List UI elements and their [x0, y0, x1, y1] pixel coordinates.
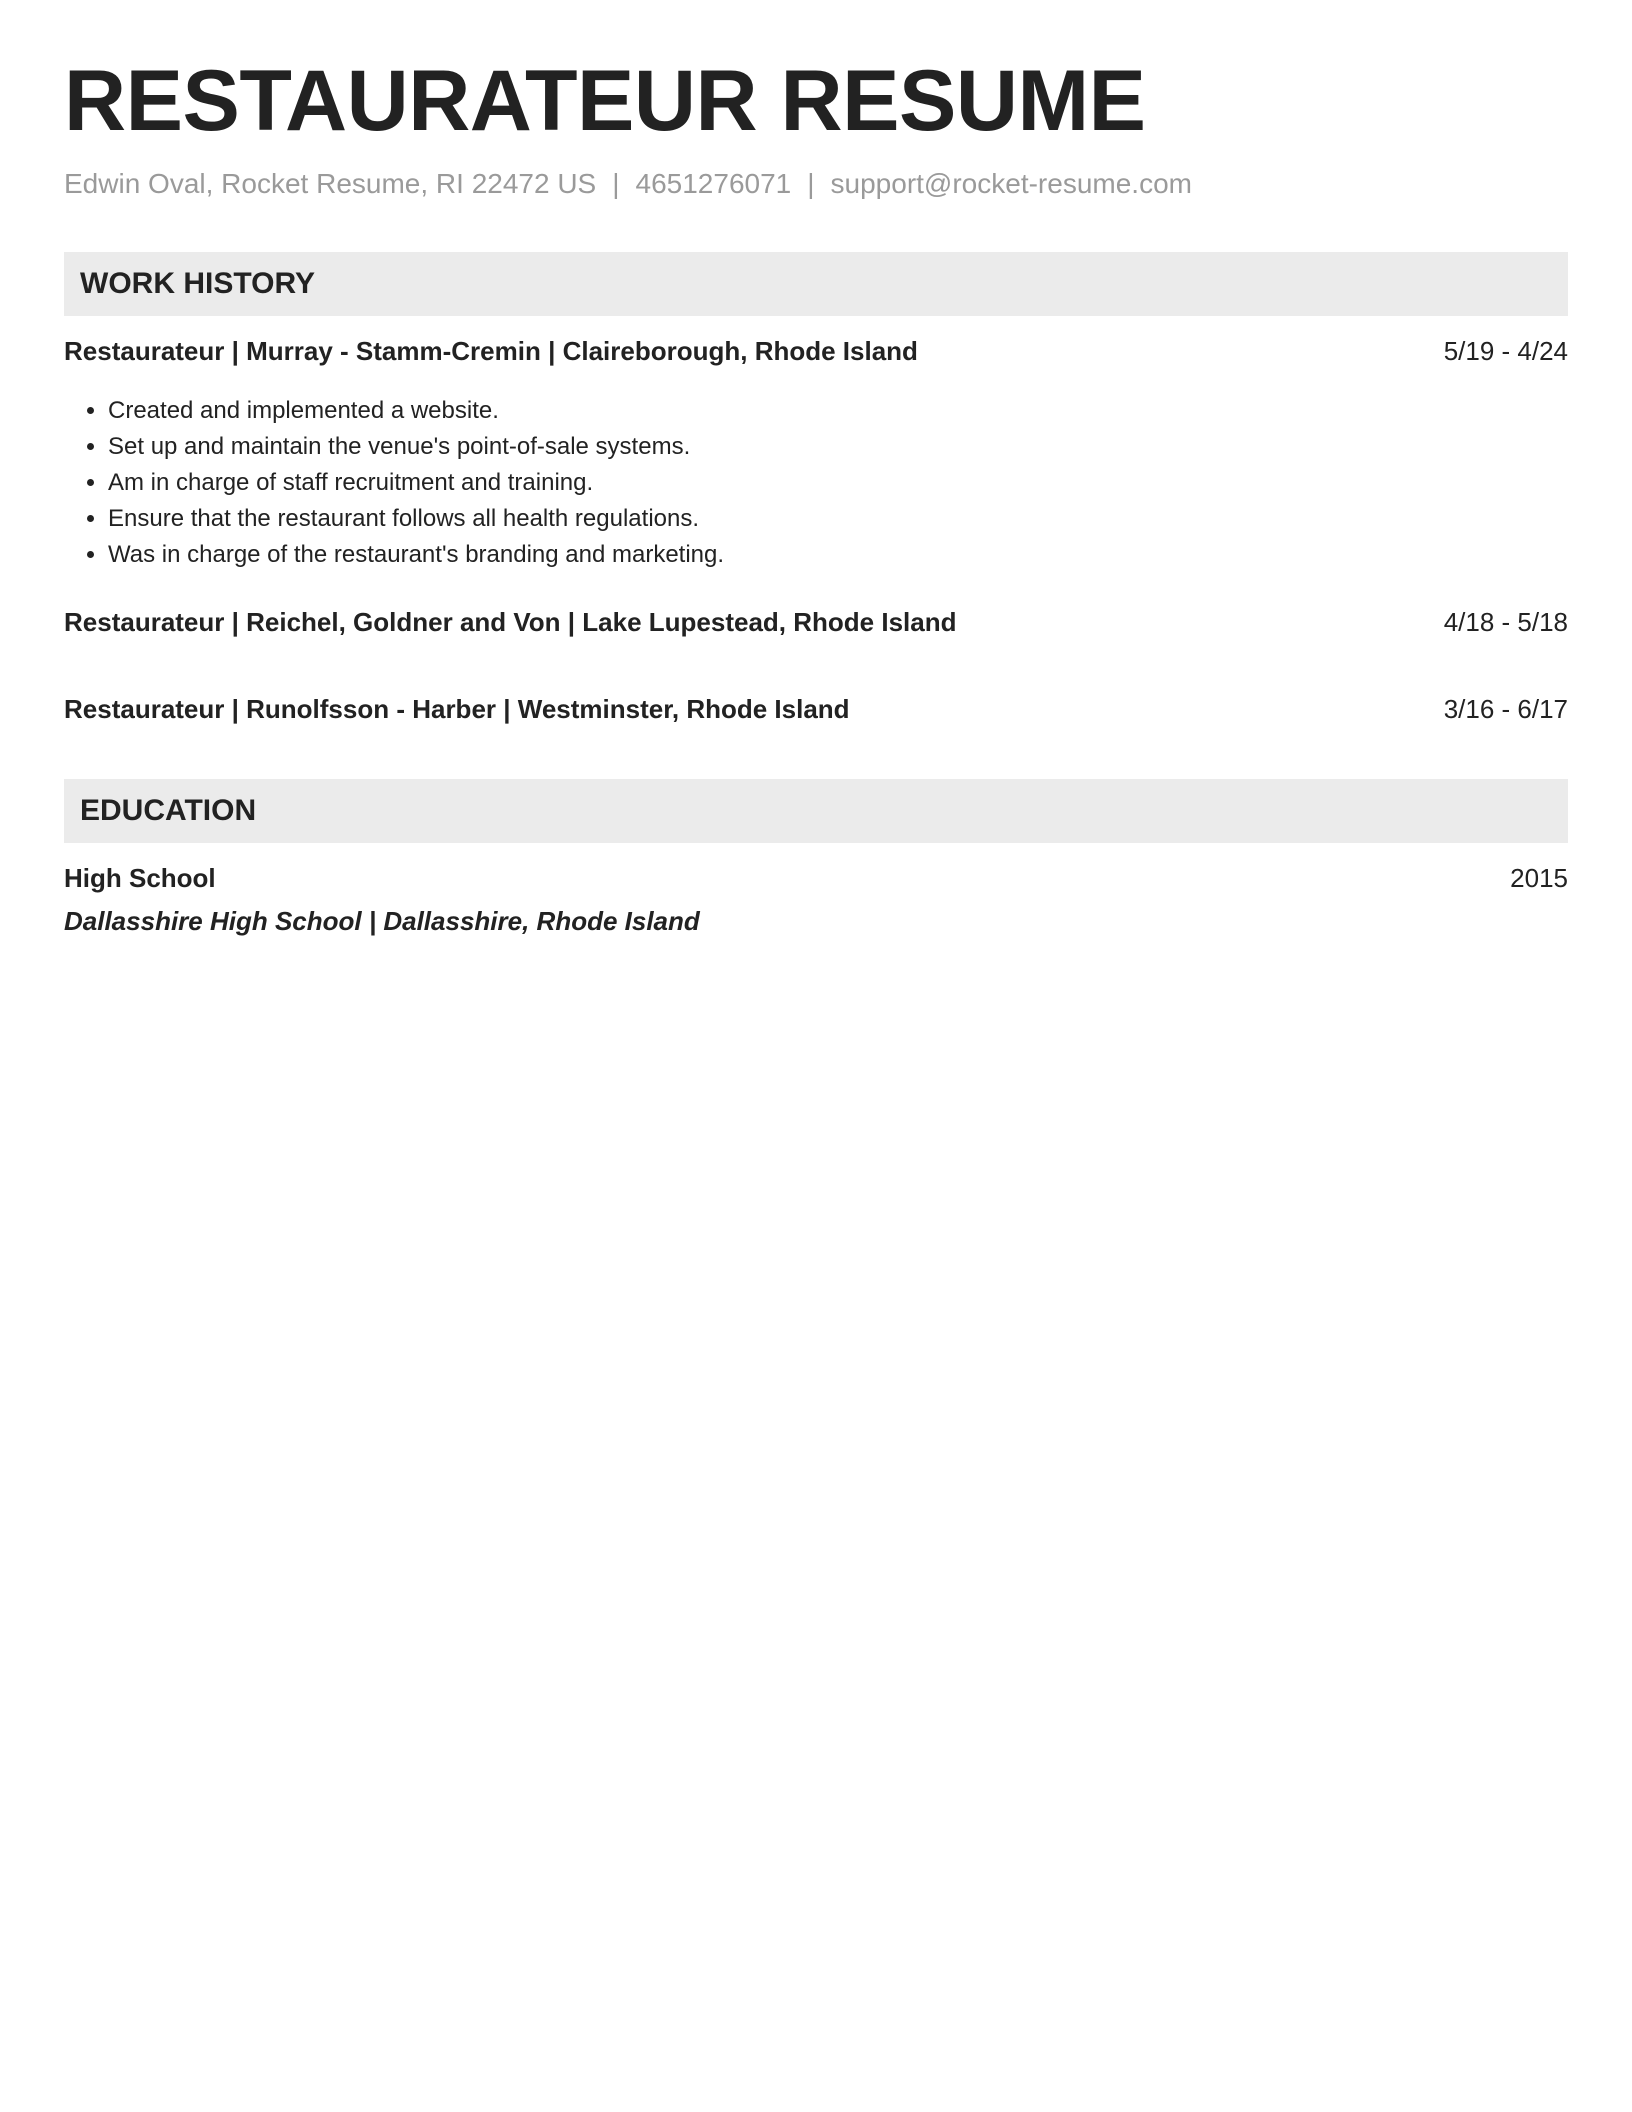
job-dates: 5/19 - 4/24 — [1443, 336, 1568, 367]
work-history-heading: WORK HISTORY — [80, 267, 316, 301]
education-school: Dallasshire High School | Dallasshire, Rhode Island — [64, 906, 700, 937]
job-title: Restaurateur | Runolfsson - Harber | Westminster, Rhode Island — [64, 694, 850, 725]
contact-separator: | — [612, 168, 620, 200]
job-title: Restaurateur | Murray - Stamm-Cremin | Claireborough, Rhode Island — [64, 336, 918, 367]
job-entry — [64, 694, 1568, 725]
job-entry — [64, 607, 1568, 638]
job-dates: 3/16 - 6/17 — [1443, 694, 1568, 725]
work-history-header — [64, 252, 1568, 316]
job-entry — [64, 336, 1568, 367]
education-header — [64, 779, 1568, 843]
education-entry — [64, 863, 1568, 894]
education-degree: High School — [64, 863, 216, 894]
job-bullet: • Ensure that the restaurant follows all health regulations. — [108, 501, 1568, 537]
job-dates: 4/18 - 5/18 — [1443, 607, 1568, 638]
education-year: 2015 — [1510, 863, 1568, 894]
job-bullet: • Set up and maintain the venue's point-of-sale systems. — [108, 429, 1568, 465]
job-bullet: • Created and implemented a website. — [108, 393, 1568, 429]
resume-title: RESTAURATEUR RESUME — [64, 53, 1146, 149]
contact-separator: | — [807, 168, 815, 200]
education-heading: EDUCATION — [80, 794, 257, 828]
contact-phone: 4651276071 — [635, 168, 792, 200]
job-bullet-list — [64, 393, 1568, 573]
job-bullet: • Am in charge of staff recruitment and training. — [108, 465, 1568, 501]
job-title: Restaurateur | Reichel, Goldner and Von | Lake Lupestead, Rhode Island — [64, 607, 957, 638]
contact-line — [64, 168, 1568, 200]
contact-address: Edwin Oval, Rocket Resume, RI 22472 US — [64, 168, 597, 200]
job-bullet: • Was in charge of the restaurant's branding and marketing. — [108, 537, 1568, 573]
contact-email: support@rocket-resume.com — [830, 168, 1192, 200]
